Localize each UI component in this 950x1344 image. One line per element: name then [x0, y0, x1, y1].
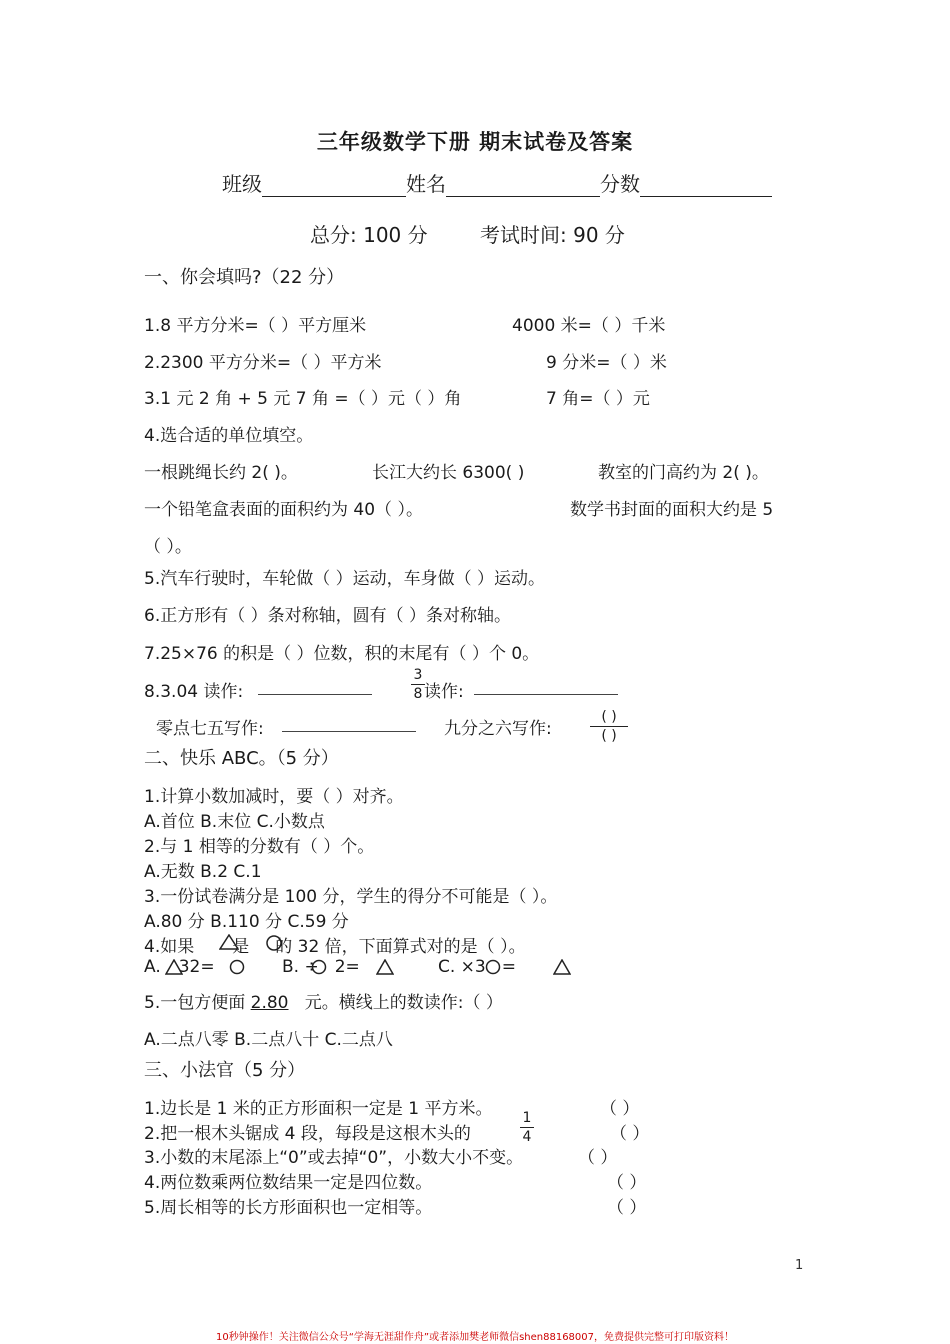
s1-q4c: 教室的门高约为 2( )。 — [598, 463, 769, 483]
s1-q8a: 8.3.04 读作: — [144, 682, 244, 702]
q8c-answer-line[interactable] — [282, 731, 416, 732]
s1-q4d: 一个铅笔盒表面的面积约为 40（ ）。 — [144, 500, 423, 520]
s3-q2: 2.把一根木头锯成 4 段，每段是这根木头的 — [144, 1124, 471, 1144]
s1-q3a: 3.1 元 2 角 + 5 元 7 角 =（ ）元（ ）角 — [144, 389, 462, 409]
page-title: 三年级数学下册 期末试卷及答案 — [316, 130, 634, 154]
s3-q5: 5.周长相等的长方形面积也一定相等。 — [144, 1198, 433, 1218]
circle-icon — [484, 958, 502, 976]
s2-q2-options: A.无数 B.2 C.1 — [144, 862, 262, 882]
s3-q3: 3.小数的末尾添上“0”或去掉“0”，小数大小不变。 — [144, 1148, 524, 1168]
s1-q4: 4.选合适的单位填空。 — [144, 426, 314, 446]
total-score: 总分: 100 分 — [310, 223, 428, 247]
circle-icon — [265, 934, 283, 952]
s3-q4: 4.两位数乘两位数结果一定是四位数。 — [144, 1173, 433, 1193]
class-blank[interactable] — [262, 172, 406, 197]
s1-q4e: 数学书封面的面积大约是 5 — [570, 500, 774, 520]
s2-q1-options: A.首位 B.末位 C.小数点 — [144, 812, 325, 832]
circle-icon — [310, 958, 328, 976]
s1-q5: 5.汽车行驶时，车轮做（ ）运动，车身做（ ）运动。 — [144, 569, 546, 589]
q8b-answer-line[interactable] — [474, 694, 618, 695]
s2-q4-option-c: C. ×3 = — [438, 957, 516, 977]
section1-heading: 一、你会填吗?（22 分） — [144, 267, 345, 288]
fraction-blank[interactable]: ( ) ( ) — [590, 709, 628, 744]
student-info-row — [222, 168, 772, 197]
s3-q4-paren[interactable]: （ ） — [607, 1173, 647, 1193]
s1-q8d: 九分之六写作: — [444, 719, 552, 739]
s1-q4b: 长江大约长 6300( ) — [372, 463, 525, 483]
s3-q3-paren[interactable]: （ ） — [578, 1148, 618, 1168]
s1-q7: 7.25×76 的积是（ ）位数，积的末尾有（ ）个 0。 — [144, 644, 540, 664]
s3-q5-paren[interactable]: （ ） — [607, 1198, 647, 1218]
page-number: 1 — [795, 1258, 804, 1273]
section2-heading: 二、快乐 ABC。（5 分） — [144, 748, 339, 769]
s1-q1a: 1.8 平方分米=（ ）平方厘米 — [144, 316, 367, 336]
s1-q8b: 读作: — [424, 682, 464, 702]
s2-q1: 1.计算小数加减时，要（ ）对齐。 — [144, 787, 404, 807]
s1-q2a: 2.2300 平方分米=（ ）平方米 — [144, 353, 382, 373]
name-blank[interactable] — [446, 172, 600, 197]
s1-q1b: 4000 米=（ ）千米 — [512, 316, 666, 336]
s1-q2b: 9 分米=（ ）米 — [546, 353, 667, 373]
q8a-answer-line[interactable] — [258, 694, 372, 695]
s2-q4-option-b: B. ÷ 2= — [282, 957, 360, 977]
s1-q4f: （ ）。 — [144, 537, 192, 557]
s2-q4-option-a: A. 32= — [144, 957, 215, 977]
triangle-icon — [376, 959, 394, 975]
s1-q8c: 零点七五写作: — [156, 719, 264, 739]
s3-q1: 1.边长是 1 米的正方形面积一定是 1 平方米。 — [144, 1099, 493, 1119]
name-label: 姓名 — [406, 172, 446, 196]
s2-q3: 3.一份试卷满分是 100 分，学生的得分不可能是（ ）。 — [144, 887, 558, 907]
s2-q5-options: A.二点八零 B.二点八十 C.二点八 — [144, 1030, 393, 1050]
exam-time: 考试时间: 90 分 — [480, 223, 625, 247]
circle-icon — [228, 958, 246, 976]
score-blank[interactable] — [640, 172, 772, 197]
score-label: 分数 — [600, 172, 640, 196]
section3-heading: 三、小法官（5 分） — [144, 1060, 306, 1081]
s3-q1-paren[interactable]: （ ） — [600, 1099, 640, 1119]
class-label: 班级 — [222, 172, 262, 196]
triangle-icon — [165, 959, 183, 975]
s2-q2: 2.与 1 相等的分数有（ ）个。 — [144, 837, 375, 857]
s2-q4: 4.如果 是 的 32 倍，下面算式对的是（ ）。 — [144, 937, 526, 957]
s2-q3-options: A.80 分 B.110 分 C.59 分 — [144, 912, 349, 932]
fraction-one-quarter: 1 4 — [520, 1110, 534, 1145]
underlined-number: 2.80 — [250, 993, 289, 1013]
triangle-icon — [553, 959, 571, 975]
s3-q2-paren[interactable]: （ ） — [610, 1124, 650, 1144]
fraction-three-eighths: 3 8 — [411, 667, 425, 702]
s1-q4a: 一根跳绳长约 2( )。 — [144, 463, 298, 483]
s2-q5: 5.一包方便面 2.80 元。横线上的数读作:（ ） — [144, 993, 503, 1013]
s1-q6: 6.正方形有（ ）条对称轴，圆有（ ）条对称轴。 — [144, 606, 512, 626]
footer-notice: 10秒钟操作！关注微信公众号“学海无涯甜作舟”或者添加樊老师微信shen88168007，免费提供完整可打印版资料！ — [215, 1332, 735, 1343]
s1-q3b: 7 角=（ ）元 — [546, 389, 650, 409]
triangle-icon — [219, 934, 239, 950]
